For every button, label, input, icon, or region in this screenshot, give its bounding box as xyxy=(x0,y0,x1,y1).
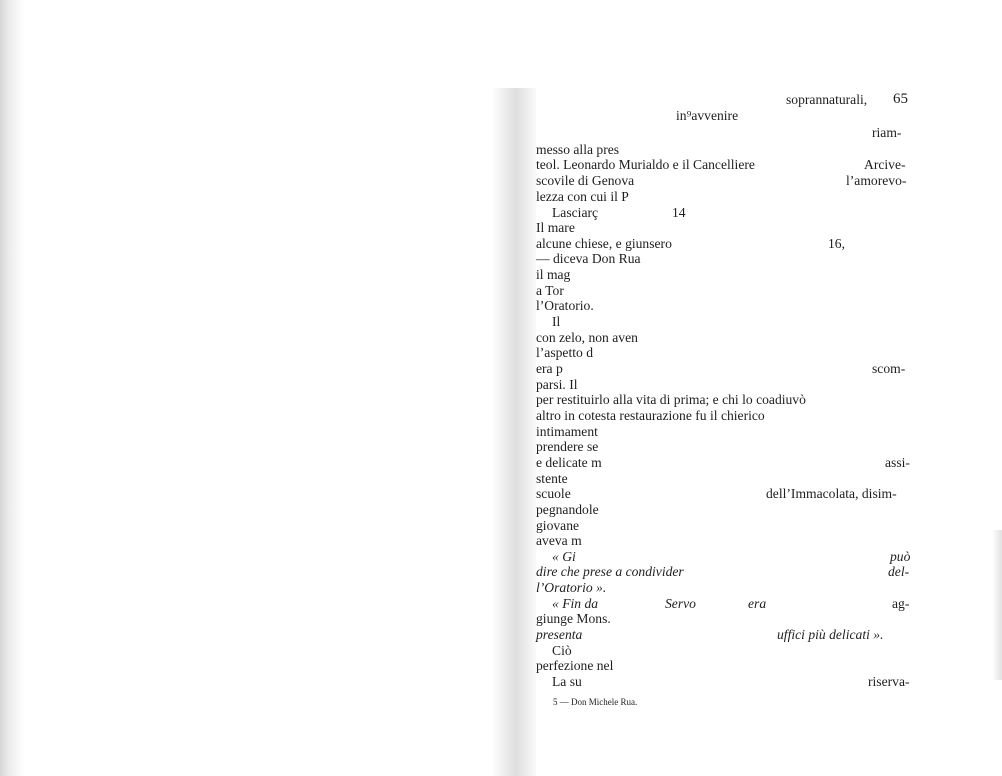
text-line: « Gi xyxy=(552,549,576,564)
text-line: presenta xyxy=(536,627,583,642)
text-line: 16, xyxy=(828,236,845,251)
text-line: prendere se xyxy=(536,439,599,454)
page-number: 65 xyxy=(893,91,908,107)
text-line: il mag xyxy=(536,267,571,282)
text-line: a Tor xyxy=(536,283,564,298)
text-line: l’Oratorio ». xyxy=(536,580,607,595)
text-line: — diceva Don Rua xyxy=(536,251,641,266)
text-line: giovane xyxy=(536,518,580,533)
text-line: scuole xyxy=(536,486,571,501)
text-line: dell’Immacolata, disim- xyxy=(766,486,897,501)
text-line: l’aspetto d xyxy=(536,345,594,360)
text-line: Il mare xyxy=(536,220,575,235)
text-line: Servo xyxy=(665,596,696,611)
text-line: altro in cotesta restaurazione fu il chierico xyxy=(536,408,765,423)
book-gutter-shadow xyxy=(492,88,536,776)
text-line: del- xyxy=(888,564,910,579)
text-line: 14 xyxy=(672,205,686,220)
scan-right-edge xyxy=(992,530,1002,680)
text-line: Il xyxy=(552,314,561,329)
text-line: in⁹avvenire xyxy=(676,108,739,123)
text-line: uffici più delicati ». xyxy=(777,627,884,642)
text-line: con zelo, non aven xyxy=(536,330,638,345)
text-line: Lasciarç xyxy=(552,205,599,220)
signature-footer xyxy=(553,697,637,707)
text-line: La su xyxy=(552,674,582,689)
text-line: messo alla pres xyxy=(536,142,620,157)
text-line: l’Oratorio. xyxy=(536,298,594,313)
text-line: perfezione nel xyxy=(536,658,614,673)
text-line: e delicate m xyxy=(536,455,602,470)
text-line: parsi. Il xyxy=(536,377,578,392)
text-line: « Fin da xyxy=(552,596,599,611)
text-line: riserva- xyxy=(868,674,910,689)
text-line: pegnandole xyxy=(536,502,599,517)
text-line: giunge Mons. xyxy=(536,611,611,626)
text-line: era p xyxy=(536,361,563,376)
text-line: per restituirlo alla vita di prima; e chi lo coadiuvò xyxy=(536,392,806,407)
text-line: aveva m xyxy=(536,533,582,548)
footer-text: 5 — Don Michele Rua. xyxy=(553,697,638,707)
text-line: teol. Leonardo Murialdo e il Cancelliere xyxy=(536,157,755,172)
text-line: Arcive- xyxy=(864,157,906,172)
text-line: Ciò xyxy=(552,643,572,658)
text-line: stente xyxy=(536,471,568,486)
text-line: dire che prese a condivider xyxy=(536,564,684,579)
text-line: alcune chiese, e giunsero xyxy=(536,236,672,251)
text-line: assi- xyxy=(885,455,910,470)
text-line: l’amorevo- xyxy=(846,173,907,188)
text-line: può xyxy=(890,549,911,564)
text-line: lezza con cui il P xyxy=(536,189,629,204)
text-line: ag- xyxy=(892,596,910,611)
text-line: intimament xyxy=(536,424,598,439)
text-line: scovile di Genova xyxy=(536,173,635,188)
text-line: era xyxy=(748,596,767,611)
text-line: riam- xyxy=(872,125,902,140)
text-line: soprannaturali, xyxy=(786,92,868,107)
text-line: scom- xyxy=(872,361,906,376)
scan-left-edge xyxy=(0,0,26,776)
